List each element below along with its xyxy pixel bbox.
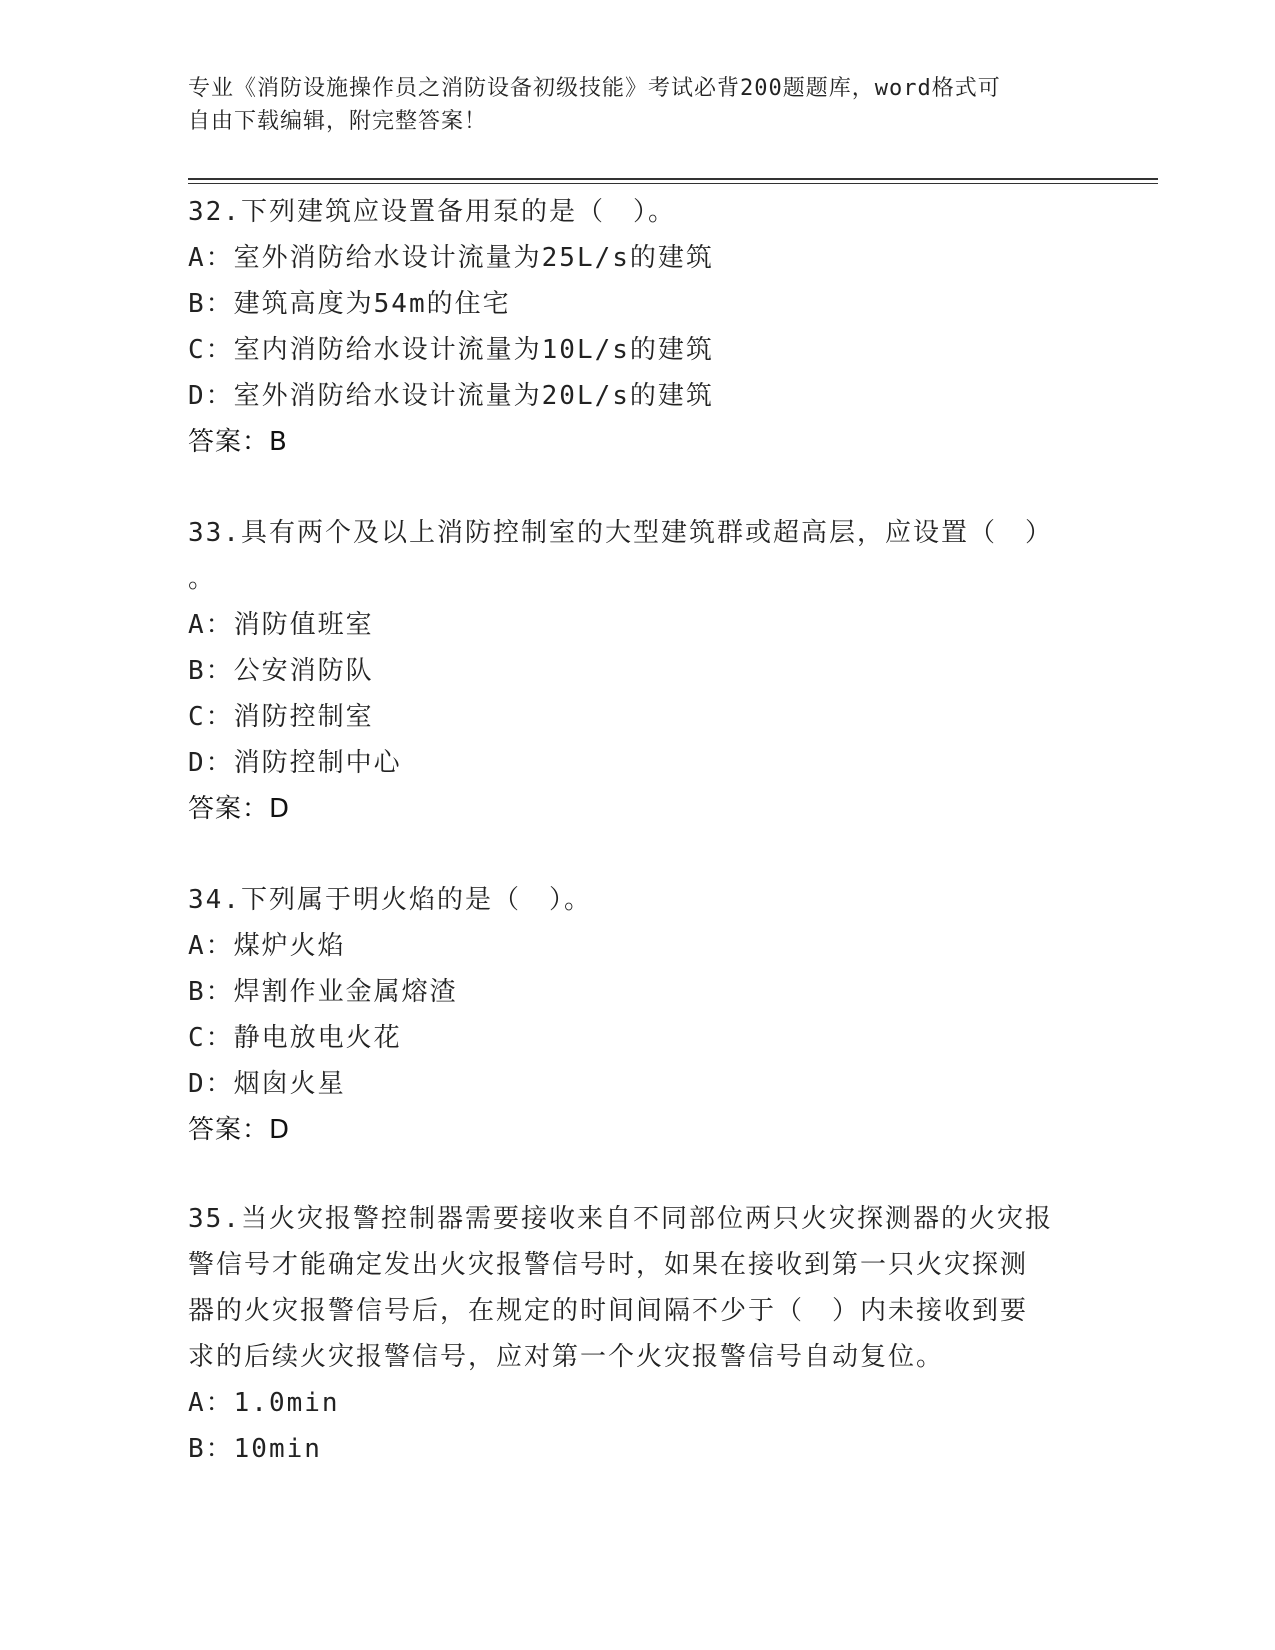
question-stem-line-4: 求的后续火灾报警信号，应对第一个火灾报警信号自动复位。 [188,1342,945,1372]
option-a: A：室外消防给水设计流量为25L/s的建筑 [188,243,714,273]
spacer [188,465,1088,510]
option-b: B：10min [188,1434,322,1464]
question-34 [188,877,1088,1153]
option-d: D：室外消防给水设计流量为20L/s的建筑 [188,381,714,411]
question-stem: 33.具有两个及以上消防控制室的大型建筑群或超高层，应设置（ ） [188,518,1053,548]
option-b: B：建筑高度为54m的住宅 [188,289,511,319]
answer-label: 答案：B [188,427,288,457]
header-line-2: 自由下载编辑，附完整答案！ [188,109,488,134]
option-a: A：煤炉火焰 [188,931,346,961]
question-stem-continuation: 。 [188,564,217,594]
option-a: A：1.0min [188,1388,340,1418]
question-stem-line-2: 警信号才能确定发出火灾报警信号时，如果在接收到第一只火灾探测 [188,1250,1029,1280]
question-32 [188,189,1088,465]
header-rule-thick [188,178,1158,180]
option-c: C：室内消防给水设计流量为10L/s的建筑 [188,335,714,365]
spacer [188,1153,1088,1196]
header-rule-thin [188,183,1158,184]
option-d: D：烟囱火星 [188,1069,346,1099]
question-stem-line-3: 器的火灾报警信号后，在规定的时间间隔不少于（ ）内未接收到要 [188,1296,1029,1326]
answer-label: 答案：D [188,1115,291,1145]
option-c: C：静电放电火花 [188,1023,402,1053]
question-stem: 34.下列属于明火焰的是（ ）。 [188,885,592,915]
question-33 [188,510,1088,832]
option-d: D：消防控制中心 [188,748,402,778]
answer-label: 答案：D [188,794,291,824]
option-b: B：公安消防队 [188,656,374,686]
option-a: A：消防值班室 [188,610,374,640]
question-stem: 32.下列建筑应设置备用泵的是（ ）。 [188,197,676,227]
document-header [188,72,1068,138]
question-stem-line-1: 35.当火灾报警控制器需要接收来自不同部位两只火灾探测器的火灾报 [188,1204,1053,1234]
spacer [188,832,1088,877]
question-35 [188,1196,1088,1472]
header-line-1: 专业《消防设施操作员之消防设备初级技能》考试必背200题题库，word格式可 [188,76,1001,101]
option-c: C：消防控制室 [188,702,374,732]
option-b: B：焊割作业金属熔渣 [188,977,458,1007]
question-list [188,189,1088,1472]
